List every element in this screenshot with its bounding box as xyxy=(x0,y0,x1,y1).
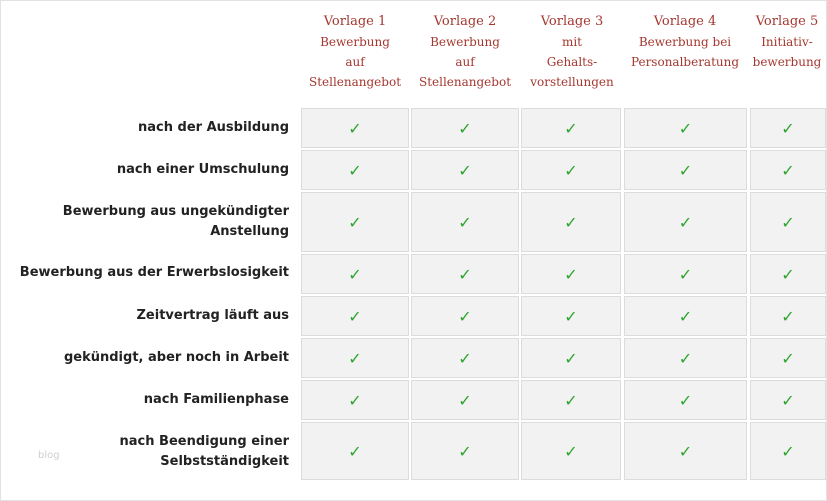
column-subtitle-line: Stellenangebot xyxy=(308,75,402,89)
column-subtitle-line: Stellenangebot xyxy=(418,75,512,89)
row-label-line: Selbstständigkeit xyxy=(160,454,289,469)
checkmark-icon: ✓ xyxy=(781,441,795,461)
row-label-3 xyxy=(63,202,289,242)
check-cell xyxy=(521,192,621,252)
check-cell xyxy=(750,380,826,420)
checkmark-icon: ✓ xyxy=(348,306,362,326)
column-header-4 xyxy=(620,12,750,102)
check-cell xyxy=(624,338,747,378)
check-cell xyxy=(750,254,826,294)
check-cell xyxy=(521,380,621,420)
checkmark-icon: ✓ xyxy=(781,160,795,180)
column-header-1 xyxy=(300,12,410,102)
checkmark-icon: ✓ xyxy=(348,348,362,368)
checkmark-icon: ✓ xyxy=(564,212,578,232)
check-cell xyxy=(521,150,621,190)
checkmark-icon: ✓ xyxy=(564,441,578,461)
check-cell xyxy=(411,150,519,190)
checkmark-icon: ✓ xyxy=(458,306,472,326)
column-title: Vorlage 1 xyxy=(323,14,387,29)
check-cell xyxy=(624,108,747,148)
column-subtitle-line: Bewerbung xyxy=(430,35,500,49)
row-label-line: nach Familienphase xyxy=(143,392,289,407)
check-cell xyxy=(624,380,747,420)
column-subtitle-line: Gehalts- xyxy=(546,55,598,69)
checkmark-icon: ✓ xyxy=(458,264,472,284)
checkmark-icon: ✓ xyxy=(678,441,693,461)
checkmark-icon: ✓ xyxy=(678,306,693,326)
checkmark-icon: ✓ xyxy=(678,118,693,138)
checkmark-icon: ✓ xyxy=(678,212,693,232)
check-cell xyxy=(750,108,826,148)
column-title: Vorlage 4 xyxy=(653,14,717,29)
check-cell xyxy=(301,192,409,252)
check-cell xyxy=(301,380,409,420)
column-subtitle-line: Personalberatung xyxy=(630,55,740,69)
column-subtitle-line: mit xyxy=(561,35,583,49)
checkmark-icon: ✓ xyxy=(458,390,472,410)
row-label-line: Bewerbung aus ungekündigter xyxy=(62,204,289,219)
column-subtitle-line: Initiativ- xyxy=(761,35,813,49)
column-subtitle-line: bewerbung xyxy=(752,55,822,69)
check-cell xyxy=(521,108,621,148)
check-cell xyxy=(411,380,519,420)
column-header-5 xyxy=(748,12,826,102)
checkmark-icon: ✓ xyxy=(781,212,795,232)
checkmark-icon: ✓ xyxy=(781,118,795,138)
check-cell xyxy=(521,296,621,336)
check-cell xyxy=(301,108,409,148)
check-cell xyxy=(411,192,519,252)
checkmark-icon: ✓ xyxy=(564,306,578,326)
column-title: Vorlage 2 xyxy=(433,14,497,29)
row-label-line: nach einer Umschulung xyxy=(116,162,289,177)
row-label-1 xyxy=(138,118,289,138)
column-header-2 xyxy=(410,12,520,102)
checkmark-icon: ✓ xyxy=(564,160,578,180)
row-label-4 xyxy=(20,263,289,283)
check-cell xyxy=(624,296,747,336)
checkmark-icon: ✓ xyxy=(781,306,795,326)
check-cell xyxy=(750,338,826,378)
checkmark-icon: ✓ xyxy=(348,160,362,180)
check-cell xyxy=(301,296,409,336)
checkmark-icon: ✓ xyxy=(564,348,578,368)
check-cell xyxy=(411,254,519,294)
check-cell xyxy=(521,254,621,294)
checkmark-icon: ✓ xyxy=(781,264,795,284)
check-cell xyxy=(750,422,826,480)
column-subtitle-line: vorstellungen xyxy=(530,75,614,89)
check-cell xyxy=(411,422,519,480)
checkmark-icon: ✓ xyxy=(348,390,362,410)
row-label-line: Anstellung xyxy=(210,224,289,239)
checkmark-icon: ✓ xyxy=(348,441,362,461)
check-cell xyxy=(521,422,621,480)
row-label-8 xyxy=(120,432,289,472)
row-label-6 xyxy=(64,348,289,368)
checkmark-icon: ✓ xyxy=(564,118,578,138)
watermark: blog xyxy=(38,450,60,461)
check-cell xyxy=(301,254,409,294)
checkmark-icon: ✓ xyxy=(564,390,578,410)
check-cell xyxy=(301,338,409,378)
row-label-line: nach Beendigung einer xyxy=(119,434,289,449)
row-label-5 xyxy=(137,306,290,326)
column-subtitle-line: Bewerbung bei xyxy=(638,35,732,49)
row-label-7 xyxy=(144,390,289,410)
checkmark-icon: ✓ xyxy=(678,348,693,368)
check-cell xyxy=(750,192,826,252)
checkmark-icon: ✓ xyxy=(564,264,578,284)
column-subtitle-line: auf xyxy=(345,55,365,69)
checkmark-icon: ✓ xyxy=(781,348,795,368)
checkmark-icon: ✓ xyxy=(678,390,693,410)
checkmark-icon: ✓ xyxy=(678,264,693,284)
checkmark-icon: ✓ xyxy=(781,390,795,410)
checkmark-icon: ✓ xyxy=(348,212,362,232)
check-cell xyxy=(521,338,621,378)
column-subtitle-line: Bewerbung xyxy=(320,35,390,49)
checkmark-icon: ✓ xyxy=(348,264,362,284)
checkmark-icon: ✓ xyxy=(458,118,472,138)
check-cell xyxy=(624,254,747,294)
column-title: Vorlage 5 xyxy=(755,14,819,29)
checkmark-icon: ✓ xyxy=(678,160,693,180)
check-cell xyxy=(301,422,409,480)
column-subtitle-line: auf xyxy=(455,55,475,69)
check-cell xyxy=(301,150,409,190)
row-label-line: Zeitvertrag läuft aus xyxy=(136,308,289,323)
check-cell xyxy=(624,422,747,480)
column-header-3 xyxy=(520,12,624,102)
checkmark-icon: ✓ xyxy=(458,348,472,368)
row-label-line: Bewerbung aus der Erwerbslosigkeit xyxy=(19,265,289,280)
row-label-line: nach der Ausbildung xyxy=(138,120,289,135)
checkmark-icon: ✓ xyxy=(348,118,362,138)
check-cell xyxy=(624,150,747,190)
checkmark-icon: ✓ xyxy=(458,212,472,232)
check-cell xyxy=(411,108,519,148)
row-label-line: gekündigt, aber noch in Arbeit xyxy=(63,350,289,365)
check-cell xyxy=(750,296,826,336)
check-cell xyxy=(624,192,747,252)
checkmark-icon: ✓ xyxy=(458,160,472,180)
check-cell xyxy=(411,338,519,378)
row-label-2 xyxy=(117,160,289,180)
checkmark-icon: ✓ xyxy=(458,441,472,461)
check-cell xyxy=(411,296,519,336)
column-title: Vorlage 3 xyxy=(540,14,604,29)
check-cell xyxy=(750,150,826,190)
